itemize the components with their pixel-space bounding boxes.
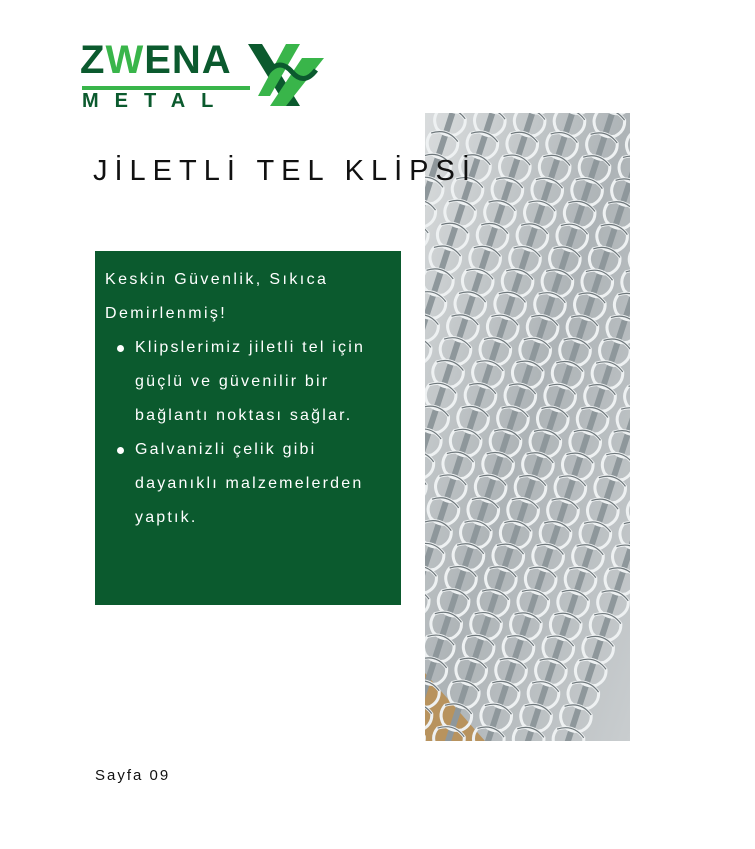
logo-wordmark-bottom: METAL <box>82 90 230 112</box>
logo-wordmark-top: ZWENA <box>80 38 232 82</box>
feature-card <box>95 251 401 605</box>
product-photo-razor-wire-clips <box>425 113 630 741</box>
page-number: Sayfa 09 <box>95 767 171 784</box>
feature-item: Klipslerimiz jiletli tel için güçlü ve güvenilir bir bağlantı noktası sağlar. <box>135 331 391 433</box>
card-lead-text: Keskin Güvenlik, Sıkıca Demirlenmiş! <box>105 271 329 322</box>
feature-item: Galvanizli çelik gibi dayanıklı malzemelerden yaptık. <box>135 433 391 535</box>
page-title: JİLETLİ TEL KLİPSİ <box>93 155 477 187</box>
brand-logo <box>80 38 330 118</box>
feature-list <box>105 331 391 535</box>
logo-wire-icon <box>240 40 330 112</box>
